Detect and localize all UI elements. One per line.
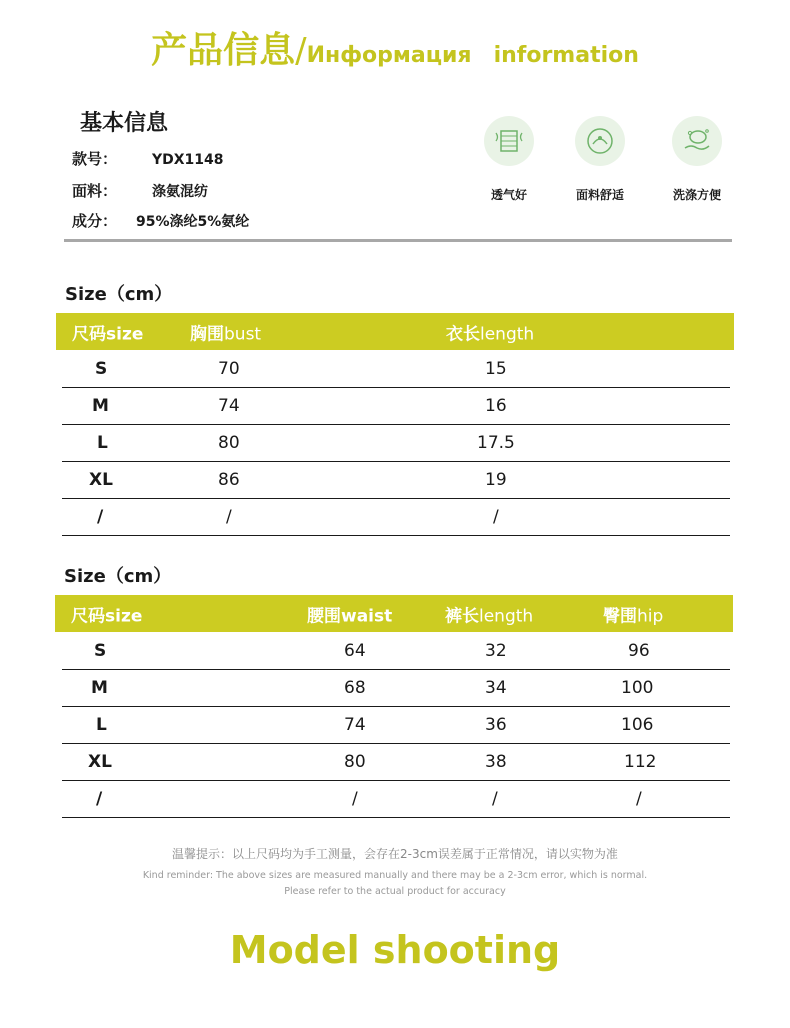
cell-hip: 100 — [621, 677, 654, 698]
table-row — [62, 706, 730, 744]
info-value: 95%涤纶5%氨纶 — [136, 214, 250, 230]
header-size — [72, 319, 143, 344]
info-label: 成分： — [72, 212, 118, 230]
cell-hip: / — [636, 788, 642, 809]
cell-size: M — [91, 677, 108, 698]
size-heading-top: Size（cm） — [65, 284, 173, 305]
breathable-icon — [484, 116, 534, 166]
header-bust-en: bust — [224, 324, 262, 344]
header-size-cn: 尺码 — [72, 324, 106, 344]
info-value: YDX1148 — [152, 152, 224, 168]
bottom-table-header — [55, 595, 733, 632]
cell-waist: 68 — [344, 677, 366, 698]
cell-length: 19 — [485, 469, 507, 490]
feature-label: 透气好 — [490, 188, 527, 202]
easy-wash-icon — [672, 116, 722, 166]
cell-waist: 64 — [344, 640, 366, 661]
cell-waist: 80 — [344, 751, 366, 772]
cell-bust: 80 — [218, 432, 240, 453]
comfort-icon — [575, 116, 625, 166]
top-table-header — [56, 313, 734, 350]
size-heading-bottom: Size（cm） — [64, 566, 172, 587]
info-row-composition — [72, 210, 249, 231]
header-waist-en: waist — [341, 606, 393, 626]
table-row — [62, 632, 730, 670]
model-shooting-heading: Model shooting — [229, 928, 561, 972]
info-value: 涤氨混纺 — [152, 184, 208, 200]
cell-size: XL — [89, 469, 113, 490]
cell-length: 38 — [485, 751, 507, 772]
header-hip-cn: 臀围 — [603, 606, 637, 626]
info-label: 面料： — [72, 182, 118, 200]
info-row-fabric — [72, 180, 208, 201]
table-row — [62, 387, 730, 425]
header-size-cn: 尺码 — [71, 606, 105, 626]
cell-size: / — [96, 788, 103, 809]
header-size-en: size — [105, 606, 143, 626]
cell-length: 34 — [485, 677, 507, 698]
title-ru: Информация — [306, 43, 472, 68]
cell-size: / — [97, 506, 104, 527]
section-divider — [64, 239, 732, 242]
header-length — [446, 319, 534, 344]
cell-length: 16 — [485, 395, 507, 416]
title-slash: / — [295, 31, 307, 71]
cell-size: L — [96, 714, 107, 735]
note-en-line1: Kind reminder: The above sizes are measured manually and there may be a 2-3cm error, which is normal. — [142, 870, 648, 881]
basic-info-heading: 基本信息 — [80, 111, 169, 136]
table-row — [62, 743, 730, 781]
cell-bust: 70 — [218, 358, 240, 379]
cell-bust: 86 — [218, 469, 240, 490]
cell-hip: 112 — [624, 751, 657, 772]
table-row — [62, 461, 730, 499]
table-row — [62, 669, 730, 707]
page-title — [0, 22, 790, 73]
cell-waist: 74 — [344, 714, 366, 735]
table-row — [62, 424, 730, 462]
header-length-cn: 衣长 — [446, 324, 480, 344]
cell-size: L — [97, 432, 108, 453]
info-label: 款号： — [72, 150, 118, 168]
header-bust — [190, 319, 261, 344]
cell-length: 15 — [485, 358, 507, 379]
feature-easy-wash — [642, 116, 752, 203]
note-cn: 温馨提示：以上尺码均为手工测量，会存在2-3cm误差属于正常情况，请以实物为准 — [172, 847, 618, 861]
title-cn: 产品信息 — [151, 30, 296, 71]
header-waist — [307, 601, 392, 626]
cell-bust: 74 — [218, 395, 240, 416]
title-en: information — [493, 43, 639, 68]
header-length-en: length — [480, 324, 535, 344]
table-row — [62, 350, 730, 388]
header-hip-en: hip — [637, 606, 664, 626]
cell-size: XL — [88, 751, 112, 772]
note-en-line2: Please refer to the actual product for accuracy — [284, 886, 506, 897]
feature-label: 面料舒适 — [575, 188, 624, 202]
cell-length: 17.5 — [477, 432, 515, 453]
table-row — [62, 498, 730, 536]
header-bust-cn: 胸围 — [190, 324, 224, 344]
cell-hip: 106 — [621, 714, 654, 735]
cell-length: / — [492, 788, 498, 809]
cell-length: / — [493, 506, 499, 527]
cell-hip: 96 — [628, 640, 650, 661]
cell-length: 32 — [485, 640, 507, 661]
cell-waist: / — [352, 788, 358, 809]
cell-size: M — [92, 395, 109, 416]
note-en — [0, 868, 790, 900]
cell-length: 36 — [485, 714, 507, 735]
header-length-cn: 裤长 — [445, 606, 479, 626]
cell-bust: / — [226, 506, 232, 527]
header-length — [445, 601, 533, 626]
header-hip — [603, 601, 663, 626]
cell-size: S — [95, 358, 108, 379]
header-size-en: size — [106, 324, 144, 344]
feature-label: 洗涤方便 — [672, 188, 721, 202]
table-row — [62, 780, 730, 818]
header-waist-cn: 腰围 — [307, 606, 341, 626]
header-length-en: length — [479, 606, 534, 626]
info-row-style-no — [72, 148, 224, 169]
header-size — [71, 601, 142, 626]
feature-comfort — [545, 116, 655, 203]
cell-size: S — [94, 640, 107, 661]
